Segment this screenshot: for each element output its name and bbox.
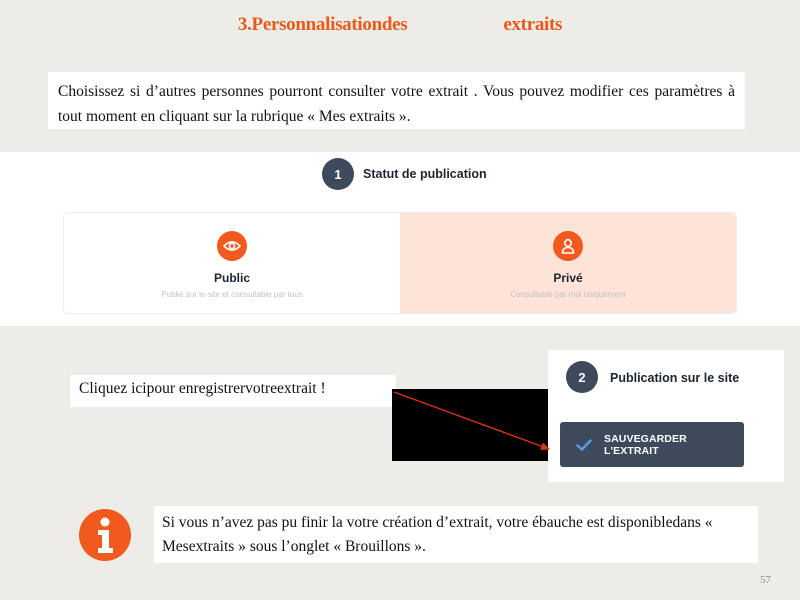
- dark-overlay-block: [392, 389, 562, 461]
- page-title-part1: 3.Personnalisationdes: [237, 14, 408, 35]
- save-instruction-text: Cliquez icipour enregistrervotreextrait !: [79, 380, 326, 397]
- option-public[interactable]: [64, 213, 400, 313]
- page-title-part2: extraits: [503, 14, 563, 35]
- eye-icon: [217, 231, 247, 261]
- save-extract-button-label: SAUVEGARDER L'EXTRAIT: [604, 432, 687, 457]
- step-2-badge: 2: [566, 361, 598, 393]
- visibility-options: [63, 212, 737, 314]
- user-icon: [553, 231, 583, 261]
- option-private-desc: Consultable par moi uniquement: [510, 290, 626, 299]
- step-1-badge: 1: [322, 158, 354, 190]
- option-private-title: Privé: [553, 271, 583, 285]
- check-icon: [576, 439, 592, 451]
- option-private[interactable]: [400, 213, 736, 313]
- intro-text-box: [48, 72, 745, 129]
- option-public-desc: Publié sur le site et consultable par tous: [161, 290, 303, 299]
- info-icon: [78, 508, 132, 562]
- page-number: 57: [760, 574, 771, 586]
- step-1-label: Statut de publication: [363, 167, 487, 181]
- intro-text: Choisissez si d’autres personnes pourront consulter votre extrait . Vous pouvez modifier ces paramètres à tout moment en cliquant sur la rubrique « Mes extraits ».: [58, 83, 735, 125]
- step-2-label: Publication sur le site: [610, 371, 740, 385]
- save-instruction-box: [70, 375, 396, 407]
- draft-note-box: [154, 506, 758, 563]
- draft-note-text: Si vous n’avez pas pu finir la votre création d’extrait, votre ébauche est disponibledans « Mesextraits » sous l’onglet « Brouillons ».: [162, 514, 713, 555]
- page-title: [0, 14, 800, 36]
- save-extract-button[interactable]: [560, 422, 744, 467]
- option-public-title: Public: [213, 271, 250, 285]
